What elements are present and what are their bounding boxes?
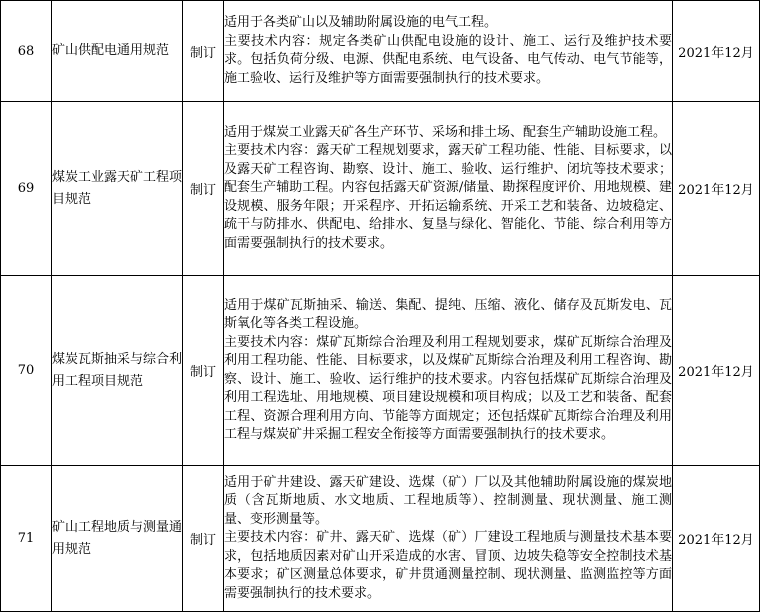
standard-name: 煤炭瓦斯抽采与综合利用工程项目规范 [52,276,183,466]
standard-description [224,1,673,102]
standard-description [224,102,673,276]
completion-date: 2021年12月 [673,276,760,466]
standard-name: 矿山供配电通用规范 [52,1,183,102]
technical-content-text: 主要技术内容：矿井、露天矿、选煤（矿）厂建设工程地质与测量技术基本要求，包括地质因素对矿山开采造成的水害、冒顶、边坡失稳等安全控制技术基本要求；矿区测量总体要求，矿井贯通测量控制、现状测量、监测监控等方面需要强制执行的技术要求。 [224,530,672,601]
row-number: 71 [1,466,52,612]
revision-type: 制订 [183,466,224,612]
row-number: 69 [1,102,52,276]
completion-date: 2021年12月 [673,466,760,612]
scope-text: 适用于煤炭工业露天矿各生产环节、采场和排土场、配套生产辅助设施工程。 [224,124,667,140]
scope-text: 适用于矿井建设、露天矿建设、选煤（矿）厂以及其他辅助附属设施的煤炭地质（含瓦斯地质、水文地质、工程地质等）、控制测量、现状测量、施工测量、变形测量等。 [224,474,672,527]
table-row [1,276,760,466]
standard-description [224,466,673,612]
table-row [1,466,760,612]
standard-name: 矿山工程地质与测量通用规范 [52,466,183,612]
technical-content-text: 主要技术内容：规定各类矿山供配电设施的设计、施工、运行及维护技术要求。包括负荷分级、电源、供配电系统、电气设备、电气传动、电气节能等，施工验收、运行及维护等方面需要强制执行的技术要求。 [224,33,672,86]
technical-content-text: 主要技术内容：煤矿瓦斯综合治理及利用工程规划要求，煤矿瓦斯综合治理及利用工程功能、性能、目标要求，以及煤矿瓦斯综合治理及利用工程咨询、勘察、设计、施工、验收、运行维护的技术要求。内容包括煤矿瓦斯综合治理及利用工程选址、用地规模、项目建设规模和项目构成；以及工艺和装备、配套工程、资源合理利用方向、节能等方面规定；还包括煤矿瓦斯综合治理及利用工程与煤炭矿井采掘工程安全衔接等方面需要强制执行的技术要求。 [224,334,672,442]
table-row [1,102,760,276]
revision-type: 制订 [183,102,224,276]
scope-text: 适用于煤矿瓦斯抽采、输送、集配、提纯、压缩、液化、储存及瓦斯发电、瓦斯氧化等各类工程设施。 [224,297,672,331]
revision-type: 制订 [183,276,224,466]
standard-name: 煤炭工业露天矿工程项目规范 [52,102,183,276]
standard-description [224,276,673,466]
technical-content-text: 主要技术内容：露天矿工程规划要求，露天矿工程功能、性能、目标要求，以及露天矿工程咨询、勘察、设计、施工、验收、运行维护、闭坑等技术要求；配套生产辅助工程。内容包括露天矿资源/储量、勘探程度评价、用地规模、建设规模、服务年限；开采程序、开拓运输系统、开采工艺和装备、边坡稳定、疏干与防排水、供配电、给排水、复垦与绿化、智能化、节能、综合利用等方面需要强制执行的技术要求。 [224,143,672,251]
completion-date: 2021年12月 [673,1,760,102]
scope-text: 适用于各类矿山以及辅助附属设施的电气工程。 [224,15,498,30]
row-number: 68 [1,1,52,102]
row-number: 70 [1,276,52,466]
table-row [1,1,760,102]
revision-type: 制订 [183,1,224,102]
completion-date: 2021年12月 [673,102,760,276]
